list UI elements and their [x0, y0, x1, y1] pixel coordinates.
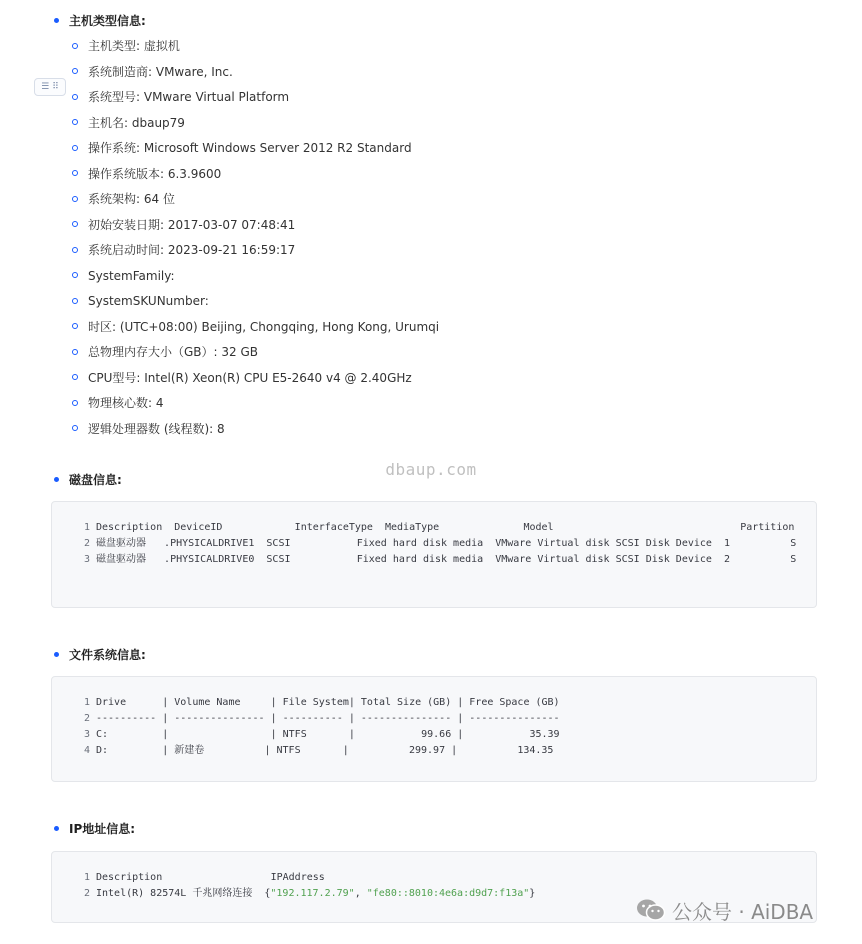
- code-text: 磁盘驱动器 .PHYSICALDRIVE1 SCSI Fixed hard disk media VMware Virtual disk SCSI Disk Device 1 S: [96, 538, 797, 549]
- circle-bullet-icon: [72, 221, 78, 227]
- line-number: 3: [83, 554, 90, 565]
- bullet-icon: [54, 18, 59, 23]
- code-text: 磁盘驱动器 .PHYSICALDRIVE0 SCSI Fixed hard disk media VMware Virtual disk SCSI Disk Device 2 S: [96, 554, 797, 565]
- circle-bullet-icon: [72, 374, 78, 380]
- circle-bullet-icon: [72, 298, 78, 304]
- host-info-text: 总物理内存大小（GB）: 32 GB: [88, 345, 259, 359]
- code-line: [80, 552, 796, 568]
- host-info-item: [72, 115, 439, 141]
- circle-bullet-icon: [72, 170, 78, 176]
- code-line: [80, 520, 796, 536]
- circle-bullet-icon: [72, 323, 78, 329]
- section-title-text: 磁盘信息:: [69, 473, 122, 487]
- ipv4-string: "192.117.2.79": [270, 888, 355, 899]
- line-number: 3: [83, 729, 90, 740]
- code-line: [80, 743, 560, 759]
- host-info-item: [72, 242, 439, 268]
- code-line: [80, 886, 535, 902]
- drag-grip-icon: ⠿: [52, 81, 59, 92]
- code-text: ---------- | --------------- | ---------- | --------------- | ---------------: [96, 713, 560, 724]
- circle-bullet-icon: [72, 196, 78, 202]
- wechat-icon: [636, 898, 666, 922]
- line-number: 2: [83, 888, 90, 899]
- host-info-text: 主机类型: 虚拟机: [88, 39, 180, 53]
- line-number: 2: [83, 713, 90, 724]
- code-text: C: | | NTFS | 99.66 | 35.39: [96, 729, 560, 740]
- line-number: 1: [83, 697, 90, 708]
- line-number: 1: [83, 872, 90, 883]
- list-icon: ☰: [41, 81, 50, 92]
- code-line: [80, 727, 560, 743]
- host-info-text: 操作系统: Microsoft Windows Server 2012 R2 Standard: [88, 141, 412, 155]
- circle-bullet-icon: [72, 425, 78, 431]
- bullet-icon: [54, 826, 59, 831]
- section-title-text: 文件系统信息:: [69, 648, 146, 662]
- code-text: Intel(R) 82574L 千兆网络连接 {: [96, 888, 271, 899]
- host-info-item: [72, 344, 439, 370]
- host-info-text: 系统型号: VMware Virtual Platform: [88, 90, 290, 104]
- brand-name: 公众号 · AiDBA: [672, 899, 814, 924]
- center-watermark: dbaup.com: [385, 460, 477, 479]
- host-info-text: 操作系统版本: 6.3.9600: [88, 166, 222, 181]
- host-info-item: [72, 38, 439, 64]
- bullet-icon: [54, 652, 59, 657]
- host-info-text: 系统制造商: VMware, Inc.: [88, 64, 233, 79]
- circle-bullet-icon: [72, 272, 78, 278]
- code-text: Drive | Volume Name | File System| Total Size (GB) | Free Space (GB): [96, 697, 560, 708]
- code-line: [80, 536, 796, 552]
- host-info-text: 主机名: dbaup79: [88, 115, 185, 130]
- host-info-item: [72, 217, 439, 243]
- block-drag-handle[interactable]: [34, 78, 66, 96]
- host-info-text: 系统架构: 64 位: [88, 192, 175, 206]
- line-number: 2: [83, 538, 90, 549]
- section-title-filesystem: [54, 646, 146, 663]
- disk-code-block: [51, 501, 817, 608]
- host-info-item: [72, 421, 439, 447]
- host-info-text: 逻辑处理器数 (线程数): 8: [88, 421, 225, 436]
- ipv6-string: "fe80::8010:4e6a:d9d7:f13a": [366, 888, 530, 899]
- code-text: Description DeviceID InterfaceType MediaType Model Partition: [96, 522, 795, 533]
- line-number: 4: [83, 745, 90, 756]
- host-info-text: 物理核心数: 4: [88, 396, 164, 410]
- code-text: Description IPAddress: [96, 872, 325, 883]
- code-text: }: [529, 888, 536, 899]
- bullet-icon: [54, 477, 59, 482]
- section-title-text: IP地址信息:: [69, 822, 136, 836]
- host-info-item: [72, 268, 439, 294]
- code-text: ,: [354, 888, 367, 899]
- brand-watermark: [636, 896, 813, 924]
- host-info-item: [72, 166, 439, 192]
- circle-bullet-icon: [72, 349, 78, 355]
- section-title-disk: [54, 471, 122, 488]
- circle-bullet-icon: [72, 247, 78, 253]
- filesystem-code-block: [51, 676, 817, 782]
- circle-bullet-icon: [72, 68, 78, 74]
- section-title-ip: [54, 820, 135, 837]
- host-info-item: [72, 395, 439, 421]
- circle-bullet-icon: [72, 119, 78, 125]
- host-info-item: [72, 140, 439, 166]
- host-info-item: [72, 89, 439, 115]
- circle-bullet-icon: [72, 400, 78, 406]
- host-info-item: [72, 191, 439, 217]
- section-title-text: 主机类型信息:: [69, 14, 146, 28]
- host-info-text: 初始安装日期: 2017-03-07 07:48:41: [88, 217, 296, 232]
- host-info-item: [72, 319, 439, 345]
- section-title-host: [54, 12, 146, 29]
- host-info-item: [72, 64, 439, 90]
- host-info-item: [72, 293, 439, 319]
- line-number: 1: [83, 522, 90, 533]
- circle-bullet-icon: [72, 94, 78, 100]
- host-info-item: [72, 370, 439, 396]
- code-line: [80, 695, 560, 711]
- code-text: D: | 新建卷 | NTFS | 299.97 | 134.35: [96, 745, 554, 756]
- host-info-text: CPU型号: Intel(R) Xeon(R) CPU E5-2640 v4 @ 2.40GHz: [88, 370, 412, 385]
- host-info-text: 时区: (UTC+08:00) Beijing, Chongqing, Hong Kong, Urumqi: [88, 319, 440, 334]
- host-info-text: SystemSKUNumber:: [88, 294, 209, 308]
- code-line: [80, 870, 535, 886]
- code-line: [80, 711, 560, 727]
- host-info-list: [72, 38, 439, 446]
- circle-bullet-icon: [72, 43, 78, 49]
- host-info-text: SystemFamily:: [88, 268, 175, 283]
- circle-bullet-icon: [72, 145, 78, 151]
- host-info-text: 系统启动时间: 2023-09-21 16:59:17: [88, 243, 296, 257]
